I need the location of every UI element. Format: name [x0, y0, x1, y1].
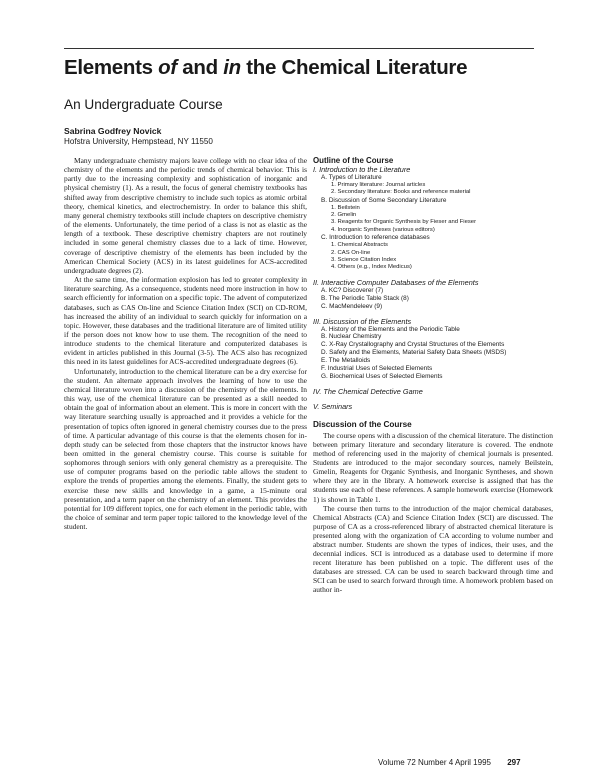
top-rule [64, 48, 534, 49]
outline-subitem: 3. Science Citation Index [331, 256, 397, 263]
author-name: Sabrina Godfrey Novick [64, 126, 162, 136]
outline-subitem: 1. Chemical Abstracts [331, 242, 388, 249]
article-subtitle: An Undergraduate Course [64, 97, 223, 112]
outline-subitem: 1. Primary literature: Journal articles [331, 181, 426, 188]
page-footer [378, 758, 521, 767]
outline-item: C. Introduction to reference databases [321, 234, 430, 242]
outline-subitem: 2. Secondary literature: Books and reference material [331, 189, 471, 196]
outline-item: E. The Metalloids [321, 357, 371, 365]
outline-item: A. Types of Literature [321, 174, 382, 181]
outline-subitem: 2. CAS On-line [331, 249, 371, 256]
outline-item: C. X-Ray Crystallography and Crystal Structures of the Elements [321, 341, 505, 349]
outline-item: B. Nuclear Chemistry [321, 333, 382, 341]
body-paragraph: At the same time, the information explosion has led to greater complexity in literature searching. As a consequence, students need more instruction in how to search efficiently for information on a specific topic. The advent of computerized databases, such as CAS On-line and Science Citation Index (SCI) on CD-ROM, has increased the ability of an individual to search quickly for information on a topic. However, these databases and the traditional literature are of limited utility if the person does not know how to use them. The recognition of the need to introduce students to the chemical literature and computerized databases is evident in articles published in this Journal (3-5). The ACS also has recognized this need in its latest guidelines for ACS-accredited undergraduate degrees (6). [64, 275, 307, 367]
outline-section-title: I. Introduction to the Literature [313, 165, 411, 174]
outline-item: C. MacMendeleev (9) [321, 302, 383, 310]
footer-volume: Volume 72 [378, 758, 416, 767]
footer-date: April 1995 [454, 758, 491, 767]
outline-section-title: V. Seminars [313, 401, 353, 411]
outline-item: B. The Periodic Table Stack (8) [321, 294, 409, 302]
outline-item: F. Industrial Uses of Selected Elements [321, 365, 433, 373]
outline-item: D. Safety and the Elements, Material Safety Data Sheets (MSDS) [321, 349, 507, 357]
outline-heading: Outline of the Course [313, 156, 394, 165]
article-title: Elements of and in the Chemical Literature [64, 56, 468, 79]
discussion-heading: Discussion of the Course [313, 419, 412, 429]
outline-subitem: 1. Beilstein [331, 204, 360, 211]
page-number: 297 [507, 758, 521, 767]
outline-item: A. History of the Elements and the Periodic Table [321, 325, 460, 333]
body-paragraph: Many undergraduate chemistry majors leave college with no clear idea of the chemistry of the elements and the periodic trends of chemical behavior. This is partly due to the increasing complexity and sophistication of inorganic and physical chemistry (1). As a result, the focus of general chemistry textbooks has shifted away from descriptive chemistry to include such topics as atomic orbital theory, chemical kinetics, and electrochemistry. In order to balance this shift, many general chemistry textbooks still include chapters on descriptive chemistry of the elements. Unfortunately, the time period of a class is not as elastic as the length of a textbook. These descriptive chemistry chapters are not routinely included in some general chemistry classes due to a lack of time. However, coverage of descriptive chemistry of the elements has been included by the American Chemical Society (ACS) in its latest guidelines for ACS-accredited undergraduate degrees (2). [64, 156, 307, 275]
footer-number: Number 4 [418, 758, 454, 767]
left-column [64, 156, 307, 531]
body-paragraph: The course opens with a discussion of the chemical literature. The distinction between primary literature and secondary literature is covered. The endnote method of referencing used in the majority of chemical journals is presented. Students are introduced to the major secondary sources, namely Beilstein, Gmelin, Reagents for Organic Synthesis, and Inorganic Syntheses, and shown where they are in the library. A homework exercise is assigned that has the students use each of these references. A sample homework exercise (Homework 1) is shown in Table 1. [313, 430, 553, 504]
author-affiliation: Hofstra University, Hempstead, NY 11550 [64, 137, 213, 146]
outline-subitem: 4. Others (e.g., Index Medicus) [331, 264, 412, 271]
outline-item: G. Biochemical Uses of Selected Elements [321, 372, 443, 380]
outline-section-title: II. Interactive Computer Databases of the Elements [313, 277, 479, 287]
outline-item: B. Discussion of Some Secondary Literature [321, 196, 447, 204]
body-paragraph: The course then turns to the introduction of the major chemical databases, Chemical Abstracts (CA) and Science Citation Index (SCI) are discussed. The purpose of CA as a cross-referenced library of abstracted chemical literature is presented along with the organization of CA according to volume number and abstract number. Students are shown the types of indices, their uses, and the decennial indices. SCI is introduced as a database used to determine if more recent literature has been published on a topic. The different uses of the databases are stressed. CA can be used to search backward through time and SCI can be used to search forward through time. A homework problem based on author in- [313, 503, 553, 595]
outline-section-title: III. Discussion of the Elements [313, 316, 412, 326]
outline-subitem: 2. Gmelin [331, 212, 357, 219]
body-paragraph: Unfortunately, introduction to the chemical literature can be a dry exercise for the student. An alternate approach involves the learning of how to use the chemical literature woven into a discussion of the chemistry of the elements. In this way, use of the chemical literature can be presented as a skill needed to obtain the goal of information about an element. This is more in concert with the way literature searching usually is approached and it provides a vehicle for the presentation of topics often ignored in general chemistry courses due to the press of time. A particular advantage of this course is that the elements chosen for in-depth study can be selected from those chapters that the instructor knows have been omitted in the general chemistry course. This course is suitable for sophomores through seniors with only general chemistry as a prerequisite. The use of computer programs based on the periodic table allows the student to explore the trends of properties among the elements. Finally, the student gets to exercise these new skills and knowledge in a game, a 15-minute oral presentation, and a term paper on the chemistry of an element. This provides the potential for 109 different topics, one for each element in the periodic table, with the choice of seminar and term paper topic tailored to the knowledge level of the student. [64, 366, 307, 532]
outline-item: A. KC? Discoverer (7) [321, 286, 384, 294]
outline-subitem: 4. Inorganic Syntheses (various editors) [331, 226, 435, 233]
right-column [313, 156, 553, 595]
outline-section-title: IV. The Chemical Detective Game [313, 386, 423, 396]
outline-subitem: 3. Reagents for Organic Synthesis by Fieser and Fieser [331, 219, 477, 226]
